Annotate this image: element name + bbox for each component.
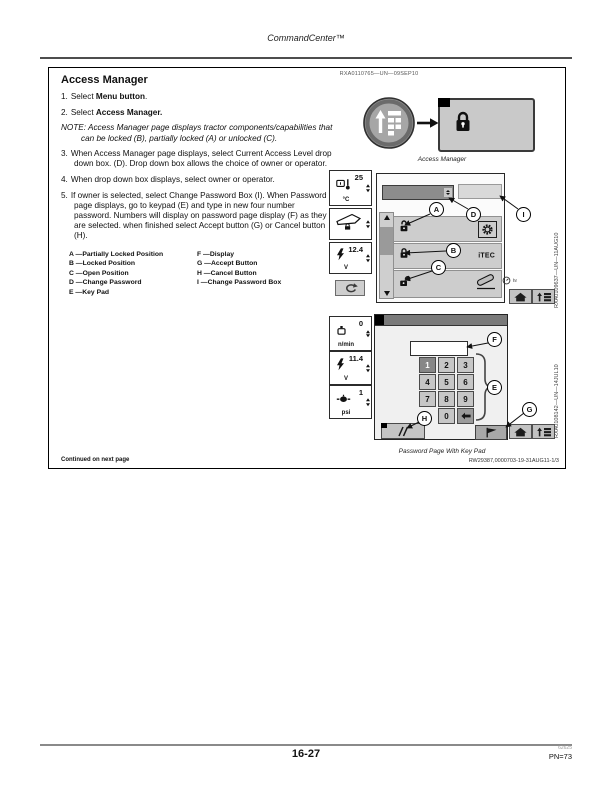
current-access-level-dropdown bbox=[382, 185, 454, 200]
menu-nav-button bbox=[532, 424, 555, 439]
legend-item-d: D —Change Password bbox=[69, 279, 142, 287]
callout-e: E bbox=[487, 380, 502, 395]
keypad-key-0: 0 bbox=[438, 408, 455, 424]
keypad-key-8: 8 bbox=[438, 391, 455, 407]
callout-a: A bbox=[429, 202, 444, 217]
step-text-post: . bbox=[144, 92, 148, 101]
cancel-icon bbox=[394, 426, 412, 437]
content-box bbox=[48, 67, 566, 469]
screen-title-bar bbox=[375, 315, 507, 326]
password-display-screen bbox=[374, 314, 508, 440]
scrollbar-thumb bbox=[380, 227, 393, 255]
callout-i: I bbox=[516, 207, 531, 222]
menu-button-glyph bbox=[363, 97, 415, 149]
step-5 bbox=[61, 191, 333, 242]
legend-item-a: A —Partially Locked Position bbox=[69, 250, 164, 258]
cancel-button bbox=[381, 423, 425, 439]
keypad-key-4: 4 bbox=[419, 374, 436, 390]
step-4 bbox=[61, 175, 333, 185]
callout-h: H bbox=[417, 411, 432, 426]
home-icon bbox=[514, 427, 527, 437]
callout-legend bbox=[69, 251, 333, 297]
header-rule bbox=[40, 57, 572, 59]
menu-nav-button bbox=[532, 289, 555, 304]
hitch-lock-icon bbox=[336, 213, 362, 235]
figure-ref-access-manager: RXA0109637—UN—11AUG10 bbox=[554, 232, 560, 308]
keypad-key-1: 1 bbox=[419, 357, 436, 373]
legend-item-f: F —Display bbox=[197, 250, 235, 258]
menu-list-icon bbox=[536, 292, 552, 302]
step-1 bbox=[61, 92, 333, 102]
legend-item-c: C —Open Position bbox=[69, 269, 129, 277]
page-number: 16-27 bbox=[291, 748, 321, 760]
callout-b: B bbox=[446, 243, 461, 258]
figure-access-manager bbox=[326, 168, 558, 313]
spinner-arrows-icon bbox=[366, 364, 370, 372]
pn-small-code: 62625 bbox=[558, 745, 572, 751]
access-manager-screen-icon bbox=[438, 98, 535, 152]
refresh-icon bbox=[342, 283, 358, 293]
hour-meter-indicator bbox=[502, 276, 517, 285]
footer-rule bbox=[40, 744, 572, 746]
sensor-unit: V bbox=[343, 376, 348, 382]
backspace-icon bbox=[461, 412, 471, 420]
sensor-value: 0 bbox=[358, 319, 363, 328]
change-password-box bbox=[458, 184, 502, 199]
battery-voltage-icon bbox=[336, 247, 345, 265]
figure-caption-password-page: Password Page With Key Pad bbox=[398, 448, 486, 455]
callout-g: G bbox=[522, 402, 537, 417]
scroll-down-icon bbox=[384, 291, 390, 296]
instruction-column bbox=[61, 92, 333, 297]
unlocked-icon bbox=[399, 275, 412, 293]
engine-speed-icon bbox=[336, 323, 347, 341]
tractor-display-screen bbox=[376, 173, 505, 303]
password-display-field bbox=[410, 341, 468, 356]
sensor-hitch-lock bbox=[329, 208, 372, 240]
step-text: When Access Manager page displays, select Current Access Level drop down box. (D). Drop down box allows the choice of owner or operator. bbox=[70, 149, 332, 169]
sensor-value: 11.4 bbox=[348, 354, 363, 363]
spinner-arrows-icon bbox=[366, 254, 370, 262]
sensor-unit: °C bbox=[342, 197, 350, 203]
sensor-oil-pressure bbox=[329, 385, 372, 419]
hour-meter-label: hr bbox=[513, 278, 518, 283]
figure-menu-to-access bbox=[326, 88, 558, 156]
sensor-coolant-temperature bbox=[329, 170, 372, 206]
keypad-backspace-key bbox=[457, 408, 474, 424]
keypad-key-3: 3 bbox=[457, 357, 474, 373]
step-number: 4. bbox=[61, 175, 68, 185]
screen-corner-mark bbox=[438, 98, 450, 107]
callout-f: F bbox=[487, 332, 502, 347]
sensor-unit: psi bbox=[341, 410, 351, 416]
legend-item-i: I —Change Password Box bbox=[197, 279, 282, 287]
document-reference-code: RW29387,0000703-19-31AUG11-1/3 bbox=[468, 458, 559, 464]
accept-button bbox=[475, 425, 507, 440]
sensor-unit: n/min bbox=[338, 342, 354, 348]
coolant-temperature-icon bbox=[336, 177, 351, 195]
scv-lever-icon bbox=[474, 271, 498, 296]
button-corner-mark bbox=[381, 423, 387, 428]
menu-button-icon bbox=[363, 97, 415, 149]
arrow-right-icon bbox=[417, 117, 439, 129]
scroll-up-icon bbox=[384, 215, 390, 220]
callout-c: C bbox=[431, 260, 446, 275]
hour-meter-icon bbox=[502, 276, 511, 285]
lock-icon bbox=[454, 110, 472, 136]
step-bold-text: Menu button bbox=[95, 92, 145, 101]
accept-flag-icon bbox=[484, 427, 499, 438]
legend-column-1 bbox=[69, 251, 197, 297]
spinner-arrows-icon bbox=[366, 330, 370, 338]
step-number: 2. bbox=[61, 107, 68, 117]
itec-label: iTEC bbox=[478, 252, 495, 260]
pn-label: PN=73 bbox=[548, 752, 572, 761]
oil-pressure-icon bbox=[336, 391, 351, 409]
settings-gear-icon bbox=[478, 221, 497, 238]
legend-item-h: H —Cancel Button bbox=[197, 269, 257, 277]
sensor-battery-voltage bbox=[329, 242, 372, 274]
figure-password-keypad bbox=[326, 314, 558, 441]
sensor-value: 12.4 bbox=[348, 245, 363, 254]
sensor-value: 1 bbox=[358, 388, 363, 397]
keypad-key-9: 9 bbox=[457, 391, 474, 407]
section-title: Access Manager bbox=[61, 74, 148, 86]
legend-item-b: B —Locked Position bbox=[69, 260, 136, 268]
spinner-arrows-icon bbox=[366, 220, 370, 228]
step-text: When drop down box displays, select owner or operator. bbox=[70, 175, 275, 185]
menu-list-icon bbox=[536, 427, 552, 437]
legend-item-e: E —Key Pad bbox=[69, 288, 110, 296]
sensor-unit: V bbox=[343, 265, 348, 271]
access-row-unlocked bbox=[393, 270, 502, 298]
step-text: If owner is selected, select Change Password Box (I). When Password page displays, go to keypad (E) and type in new four number password. Numbers will display on password page display (F) as they are selected. when finished select Accept button (G) or Cancel button (H). bbox=[70, 190, 327, 241]
figure-ref-password-page: RXA0108142—UN—14JUL10 bbox=[554, 364, 560, 438]
home-button bbox=[509, 424, 532, 439]
access-row-partially-locked bbox=[393, 216, 502, 242]
screen-corner-mark bbox=[375, 315, 384, 325]
spinner-arrows-icon bbox=[366, 398, 370, 406]
keypad-key-7: 7 bbox=[419, 391, 436, 407]
keypad-key-2: 2 bbox=[438, 357, 455, 373]
note-paragraph: NOTE: Access Manager page displays tractor components/capabilities that can be locked (B), partially locked (A) or unlocked (C). bbox=[61, 123, 333, 143]
step-number: 1. bbox=[61, 92, 68, 101]
dropdown-spinner-icon bbox=[444, 188, 452, 197]
sensor-engine-speed bbox=[329, 316, 372, 351]
keypad-key-5: 5 bbox=[438, 374, 455, 390]
partially-locked-icon bbox=[399, 220, 409, 238]
battery-voltage-icon bbox=[336, 357, 345, 375]
figure-ref-menu: RXA0110765—UN—09SEP10 bbox=[339, 71, 419, 77]
sensor-battery-voltage bbox=[329, 351, 372, 385]
figure-caption-access-manager: Access Manager bbox=[417, 156, 467, 163]
home-button bbox=[509, 289, 532, 304]
scrollbar bbox=[379, 212, 394, 299]
legend-item-g: G —Accept Button bbox=[197, 260, 258, 268]
home-icon bbox=[514, 292, 527, 302]
refresh-button bbox=[335, 280, 365, 296]
step-text: Select bbox=[70, 92, 96, 101]
step-number: 5. bbox=[61, 190, 68, 200]
callout-d: D bbox=[466, 207, 481, 222]
running-header: CommandCenter™ bbox=[267, 33, 345, 43]
step-number: 3. bbox=[61, 149, 68, 159]
keypad-key-6: 6 bbox=[457, 374, 474, 390]
step-2 bbox=[61, 108, 333, 118]
sensor-value: 25 bbox=[354, 173, 363, 182]
spinner-arrows-icon bbox=[366, 184, 370, 192]
step-text: Select bbox=[70, 107, 96, 117]
legend-column-2 bbox=[197, 251, 281, 297]
step-3 bbox=[61, 149, 333, 169]
locked-icon bbox=[399, 247, 409, 265]
continued-note: Continued on next page bbox=[61, 457, 130, 463]
step-bold-text: Access Manager. bbox=[95, 107, 163, 117]
